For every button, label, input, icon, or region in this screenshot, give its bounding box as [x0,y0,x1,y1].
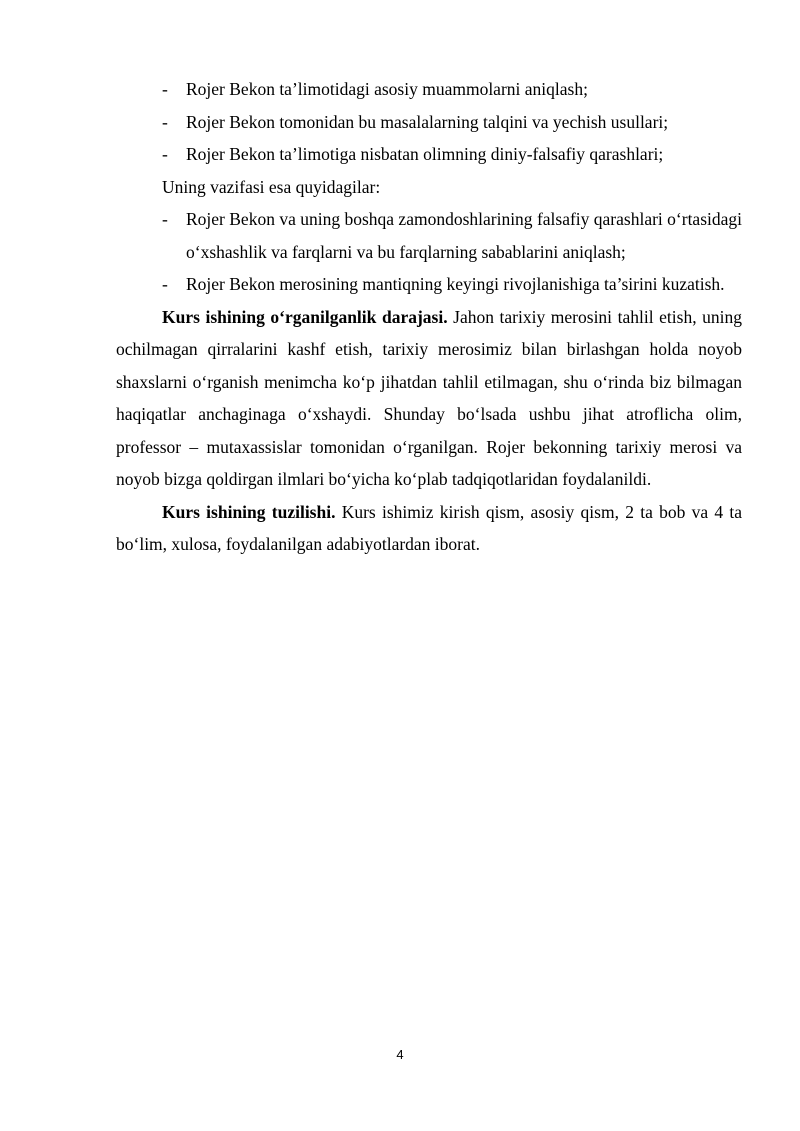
page-content [116,73,742,561]
list-dash: - [162,111,168,132]
study-level-body: Jahon tarixiy merosini tahlil etish, uning ochilmagan qirralarini kashf etish, tarixiy merosimiz bilan birlashgan holda noyob shaxslarni o‘rganish menimcha ko‘p jihatdan tahlil etilmagan, shu o‘rinda biz bilmagan haqiqatlar anchaginaga o‘xshaydi. Shunday bo‘lsada ushbu jihat atroflicha olim, professor – mutaxassislar tomonidan o‘rganilgan. Rojer bekonning tarixiy merosi va noyob bizga qoldirgan ilmlari bo‘yicha ko‘plab tadqiqotlaridan foydalanildi. [116,306,742,489]
list-item-text: Rojer Bekon ta’limotiga nisbatan olimning diniy-falsafiy qarashlari; [186,144,664,164]
page-number: 4 [396,1047,404,1062]
list-item [116,73,742,106]
study-level-heading: Kurs ishining o‘rganilganlik darajasi. [162,306,448,327]
list-item [116,268,742,301]
structure-body: Kurs ishimiz kirish qism, asosiy qism, 2 ta bob va 4 ta bo‘lim, xulosa, foydalanilgan adabiyotlardan iborat. [116,501,742,554]
list-item-text: Rojer Bekon va uning boshqa zamondoshlarining falsafiy qarashlari o‘rtasidagi o‘xshashlik va farqlarni va bu farqlarning sabablarini aniqlash; [186,209,742,262]
structure-paragraph [116,496,742,561]
list-item [116,106,742,139]
study-level-paragraph [116,301,742,496]
list-item-text: Rojer Bekon tomonidan bu masalalarning talqini va yechish usullari; [186,111,669,132]
list-item-text: Rojer Bekon merosining mantiqning keyingi rivojlanishiga ta’sirini kuzatish. [186,274,725,294]
list-dash: - [162,144,168,164]
list-dash: - [162,79,168,99]
list-item [116,203,742,268]
list-item-text: Rojer Bekon ta’limotidagi asosiy muammolarni aniqlash; [186,79,588,99]
list-dash: - [162,274,168,294]
list-dash: - [162,209,168,229]
list-item [116,138,742,171]
structure-heading: Kurs ishining tuzilishi. [162,501,336,522]
tasks-intro: Uning vazifasi esa quyidagilar: [162,176,381,197]
